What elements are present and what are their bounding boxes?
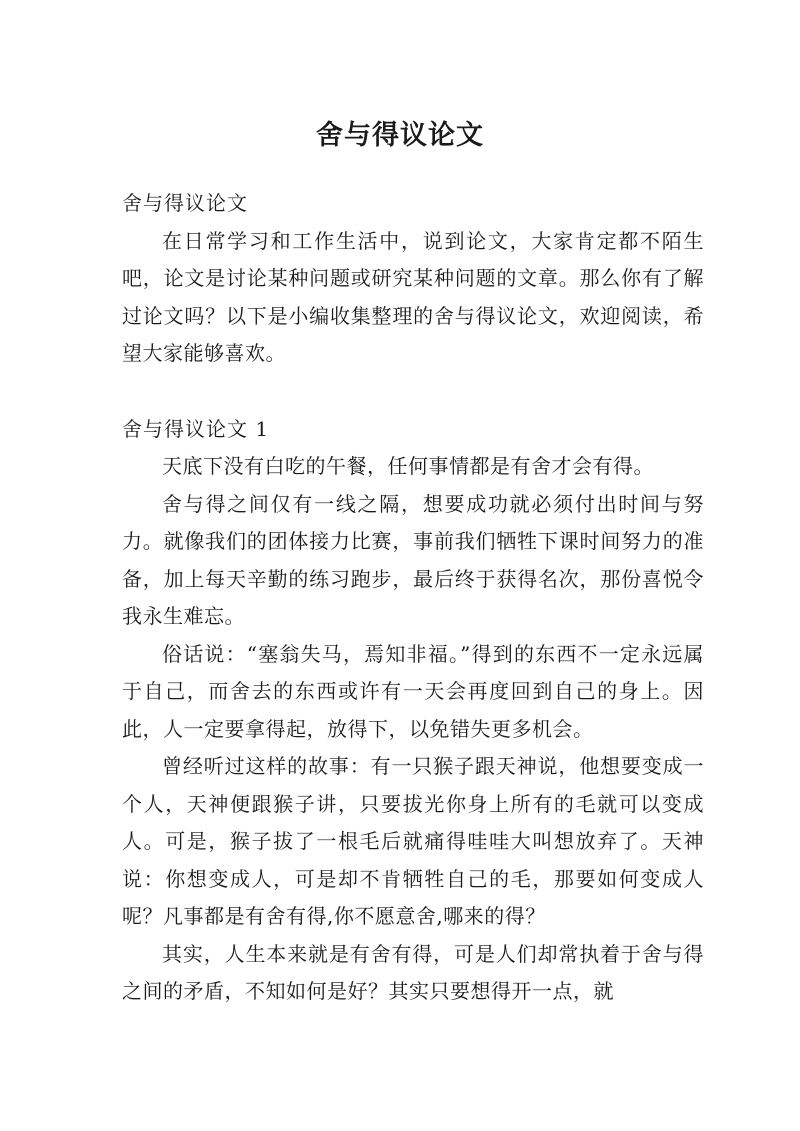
intro-heading: 舍与得议论文: [122, 191, 248, 215]
essay-paragraph: 舍与得之间仅有一线之隔，想要成功就必须付出时间与努力。就像我们的团体接力比赛，事前我们牺牲下课时间努力的准备，加上每天辛勤的练习跑步，最后终于获得名次，那份喜悦令我永生难忘。: [122, 491, 704, 628]
essay-paragraph: 俗话说：“塞翁失马，焉知非福。”得到的东西不一定永远属于自己，而舍去的东西或许有一天会再度回到自己的身上。因此，人一定要拿得起，放得下，以免错失更多机会。: [122, 641, 704, 741]
essay-paragraph: 其实，人生本来就是有舍有得，可是人们却常执着于舍与得之间的矛盾，不知如何是好？其实只要想得开一点，就: [122, 941, 704, 1003]
essay-heading: 舍与得议论文 1: [122, 416, 270, 441]
essay-paragraph: 曾经听过这样的故事：有一只猴子跟天神说，他想要变成一个人，天神便跟猴子讲，只要拔光你身上所有的毛就可以变成人。可是，猴子拔了一根毛后就痛得哇哇大叫想放弃了。天神说：你想变成人，可是却不肯牺牲自己的毛，那要如何变成人呢？凡事都是有舍有得,你不愿意舍,哪来的得？: [122, 754, 704, 928]
document-title: 舍与得议论文: [316, 120, 484, 152]
intro-paragraph: 在日常学习和工作生活中，说到论文，大家肯定都不陌生吧，论文是讨论某种问题或研究某种问题的文章。那么你有了解过论文吗？以下是小编收集整理的舍与得议论文，欢迎阅读，希望大家能够喜欢。: [122, 228, 704, 365]
section-spacer: [122, 373, 704, 411]
document-body: [122, 185, 704, 1011]
essay-paragraph: 天底下没有白吃的午餐，任何事情都是有舍才会有得。: [162, 454, 654, 478]
